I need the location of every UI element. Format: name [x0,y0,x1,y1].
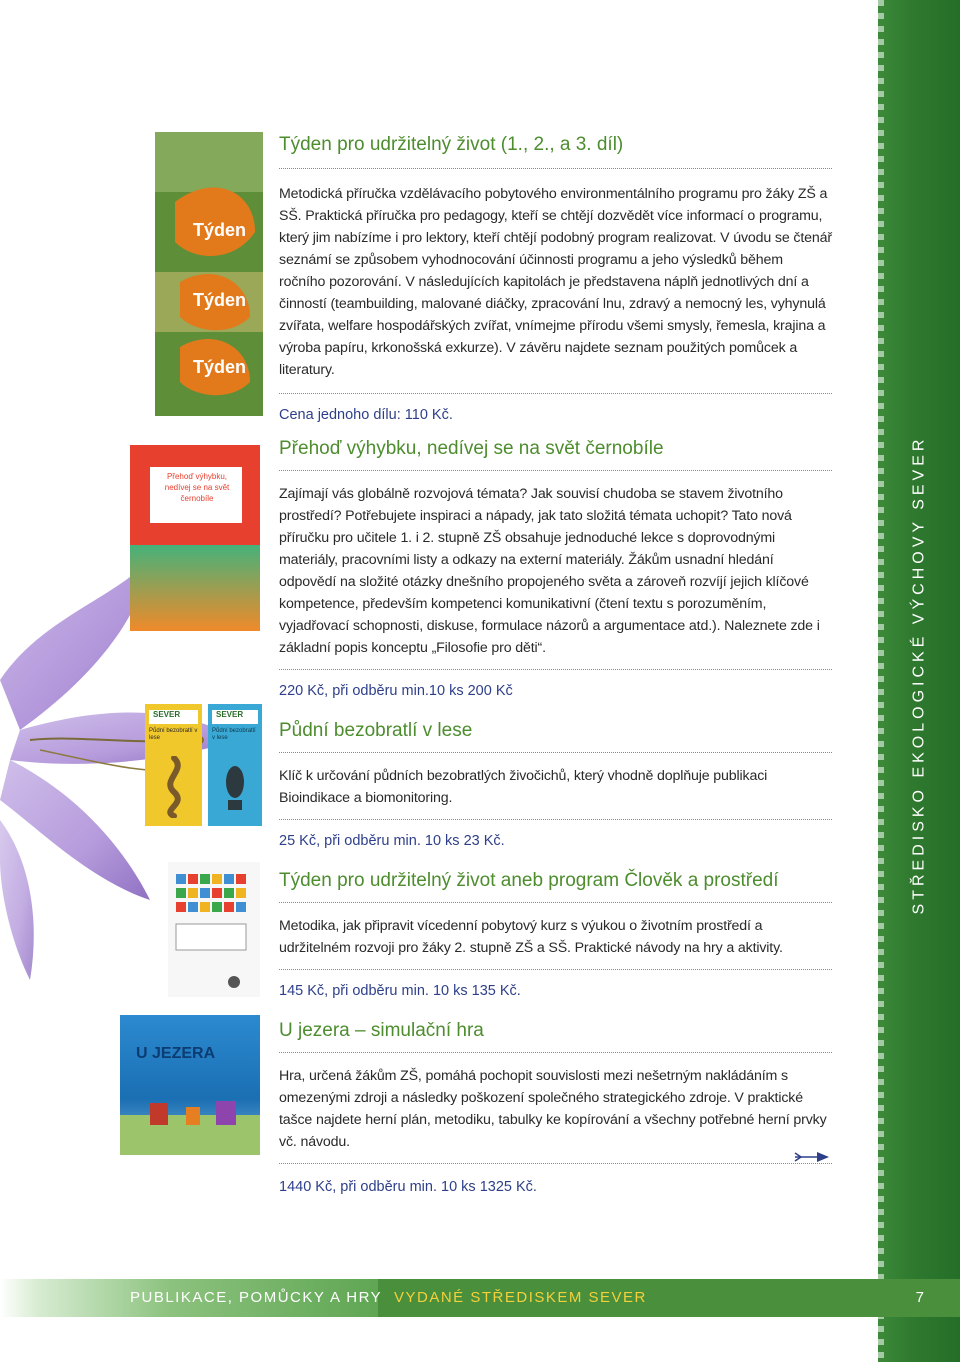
cover-tyden-title-1: Týden [193,220,247,240]
cover-pudni-1-brand: SEVER [153,710,181,719]
cover-tyden-title-3: Týden [193,357,247,377]
cover-prehod-title: Přehoď výhybku, nedívej se na svět černobíle [164,472,230,503]
entry-price: Cena jednoho dílu: 110 Kč. [279,407,453,423]
page-number: 7 [915,1289,924,1306]
dotted-divider [279,1163,832,1164]
entry-pudni-bezobratli [279,718,832,852]
entry-price: 25 Kč, při odběru min. 10 ks 23 Kč. [279,833,505,849]
dotted-divider [279,1052,832,1053]
dotted-divider [279,902,832,903]
entry-title: Týden pro udržitelný život aneb program Člověk a prostředí [279,870,779,891]
dotted-divider [279,819,832,820]
entry-price: 1440 Kč, při odběru min. 10 ks 1325 Kč. [279,1179,537,1195]
footer-subsection-label: VYDANÉ STŘEDISKEM SEVER [394,1289,647,1306]
side-band-title: STŘEDISKO EKOLOGICKÉ VÝCHOVY SEVER [910,435,928,915]
page-footer [0,1279,960,1317]
dotted-divider [279,969,832,970]
entry-body: Metodická příručka vzdělávacího pobytového environmentálního programu pro žáky ZŠ a SŠ. Praktická příručka pro pedagogy, kteří se chtějí dozvědět více informací o programu, který jim nabízíme i pro lektory, kteří chtějí podobný program realizovat. V úvodu se čtenář seznámí se způsobem vyhodnocování účinnosti programu a jeho výsledků během ročního pozorování. V následujících kapitolách je představena náplň jednotlivých dní a činností (teambuilding, malované diáčky, zpracování lnu, zdravý a nemocný les, vyhynulá zvířata, welfare hospodářských zvířat, vnímejme přírodu všemi smysly, řemesla, krajina a výroba papíru, krkonošská exkurze). V závěru najdete seznam použitých pomůcek a literatury. [279,186,832,378]
dotted-divider [279,470,832,471]
entry-body: Metodika, jak připravit vícedenní pobytový kurz s výukou o životním prostředí a udržitelném rozvoji pro žáky 2. stupně ZŠ a SŠ. Praktické návody na hry a aktivity. [279,918,783,956]
entry-title: Týden pro udržitelný život (1., 2., a 3. díl) [279,134,624,155]
cover-pudni-2-title: Půdní bezobratlí v lese [212,728,256,741]
cover-tyden-title-2: Týden [193,290,247,310]
cover-prehod [130,445,260,631]
entry-price: 145 Kč, při odběru min. 10 ks 135 Kč. [279,983,521,999]
cover-jezera [120,1015,260,1155]
content-column [279,128,832,1198]
entry-title: Přehoď výhybku, nedívej se na svět černobíle [279,438,664,459]
cover-tyden [155,132,263,416]
arrow-right-icon [793,1149,831,1165]
entry-tyden-dily [279,132,832,426]
entry-clovek-a-prostredi [279,868,832,1002]
entry-u-jezera [279,1018,832,1198]
cover-game [168,862,260,997]
cover-pudni-2-brand: SEVER [216,710,244,719]
cover-pudni-1 [145,704,202,826]
footer-section-label: PUBLIKACE, POMŮCKY A HRY [130,1289,383,1306]
entry-title: Půdní bezobratlí v lese [279,720,473,741]
dotted-divider [279,752,832,753]
dotted-divider [279,168,832,169]
cover-pudni-2 [208,704,262,826]
cover-jezera-title: U JEZERA [136,1045,216,1062]
cover-pudni-1-title: Půdní bezobratlí v lese [149,728,198,741]
entry-title: U jezera – simulační hra [279,1020,484,1041]
entry-prehod-vyhybku [279,436,832,702]
entry-body: Zajímají vás globálně rozvojová témata? Jak souvisí chudoba se stavem životního prostředí? Potřebujete inspiraci a nápady, jak tato složitá témata uchopit? Tato nová příručku pro učitele 1. i 2. stupně ZŠ obsahuje jednoduché lekce s doprovodnými materiály, pracovními listy a odkazy na externí materiály. Žákům usnadní hledání odpovědí na složité otázky dnešního propojeného světa a zároveň rozvíjí jejich klíčové kompetence, především kompetenci komunikativní (čtení textu s porozuměním, vyjadřovací schopnosti, diskuse, formulace názorů a argumentace atd.). Naleznete zde i základní popis konceptu „Filosofie pro děti“. [279,486,820,656]
entry-body: Hra, určená žákům ZŠ, pomáhá pochopit souvislosti mezi nešetrným nakládáním s omezenými zdroji a následky poškození společného strategického zdroje. V praktické tašce najdete herní plán, metodiku, tabulky ke kopírování a všechny potřebné herní prvky vč. návodu. [279,1068,827,1150]
entry-body: Klíč k určování půdních bezobratlých živočichů, který vhodně doplňuje publikaci Bioindikace a biomonitoring. [279,768,768,806]
dotted-divider [279,669,832,670]
side-band [878,0,960,1362]
entry-price: 220 Kč, při odběru min.10 ks 200 Kč [279,683,513,699]
dotted-divider [279,393,832,394]
